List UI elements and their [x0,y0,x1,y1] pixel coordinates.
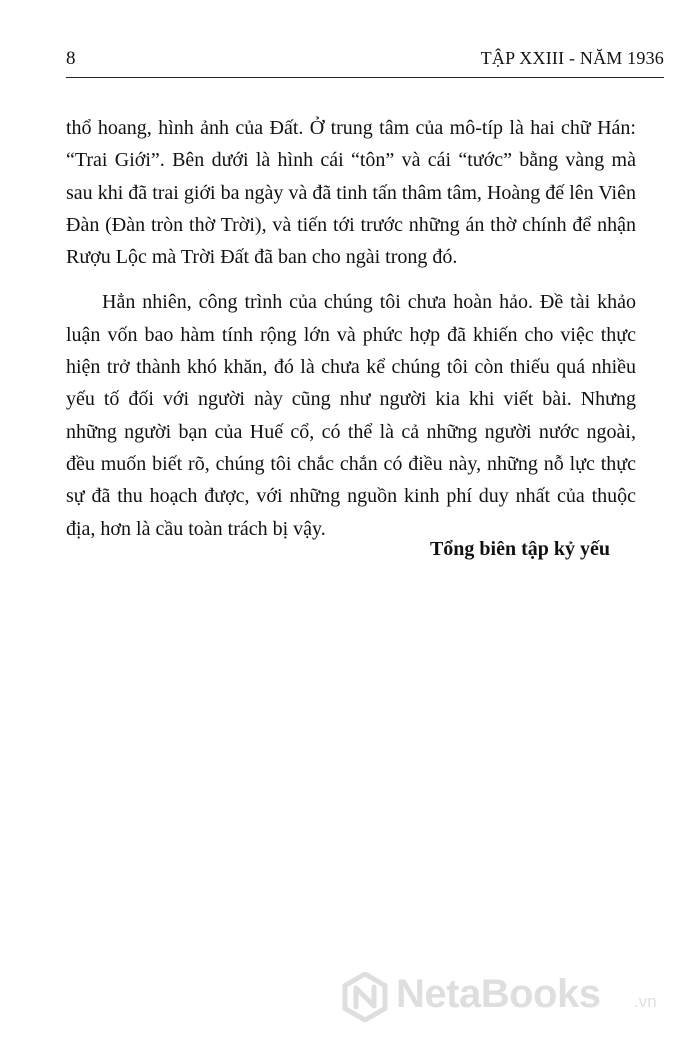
signature: Tổng biên tập kỷ yếu [429,538,610,560]
running-title: TẬP XXIII - NĂM 1936 [480,48,664,68]
page-header [66,48,664,78]
body-text [66,112,636,545]
watermark-brand: NetaBooks [396,972,601,1016]
watermark [340,968,670,1028]
paragraph-2: Hẳn nhiên, công trình của chúng tôi chưa hoàn hảo. Đề tài khảo luận vốn bao hàm tính rộng lớn và phức hợp đã khiến cho việc thực hiện trở thành khó khăn, đó là chưa kể chúng tôi còn thiếu quá nhiều yếu tố đối với người này cũng như người kia khi viết bài. Nhưng những người bạn của Huế cổ, có thể là cả những người nước ngoài, đều muốn biết rõ, chúng tôi chắc chắn có điều này, những nỗ lực thực sự đã thu hoạch được, với những nguồn kinh phí duy nhất của thuộc địa, hơn là cầu toàn trách bị vậy. [66,291,636,540]
netabooks-logo-icon [340,972,390,1022]
header-rule [66,77,664,78]
paragraph-1: thổ hoang, hình ảnh của Đất. Ở trung tâm của mô-típ là hai chữ Hán: “Trai Giới”. Bên dưới là hình cái “tôn” và cái “tước” bằng vàng mà sau khi đã trai giới ba ngày và đã tinh tấn thâm tâm, Hoàng đế lên Viên Đàn (Đàn tròn thờ Trời), và tiến tới trước những án thờ chính để nhận Rượu Lộc mà Trời Đất đã ban cho ngài trong đó. [66,117,636,269]
page-number: 8 [66,48,76,69]
watermark-tld: .vn [634,992,657,1011]
